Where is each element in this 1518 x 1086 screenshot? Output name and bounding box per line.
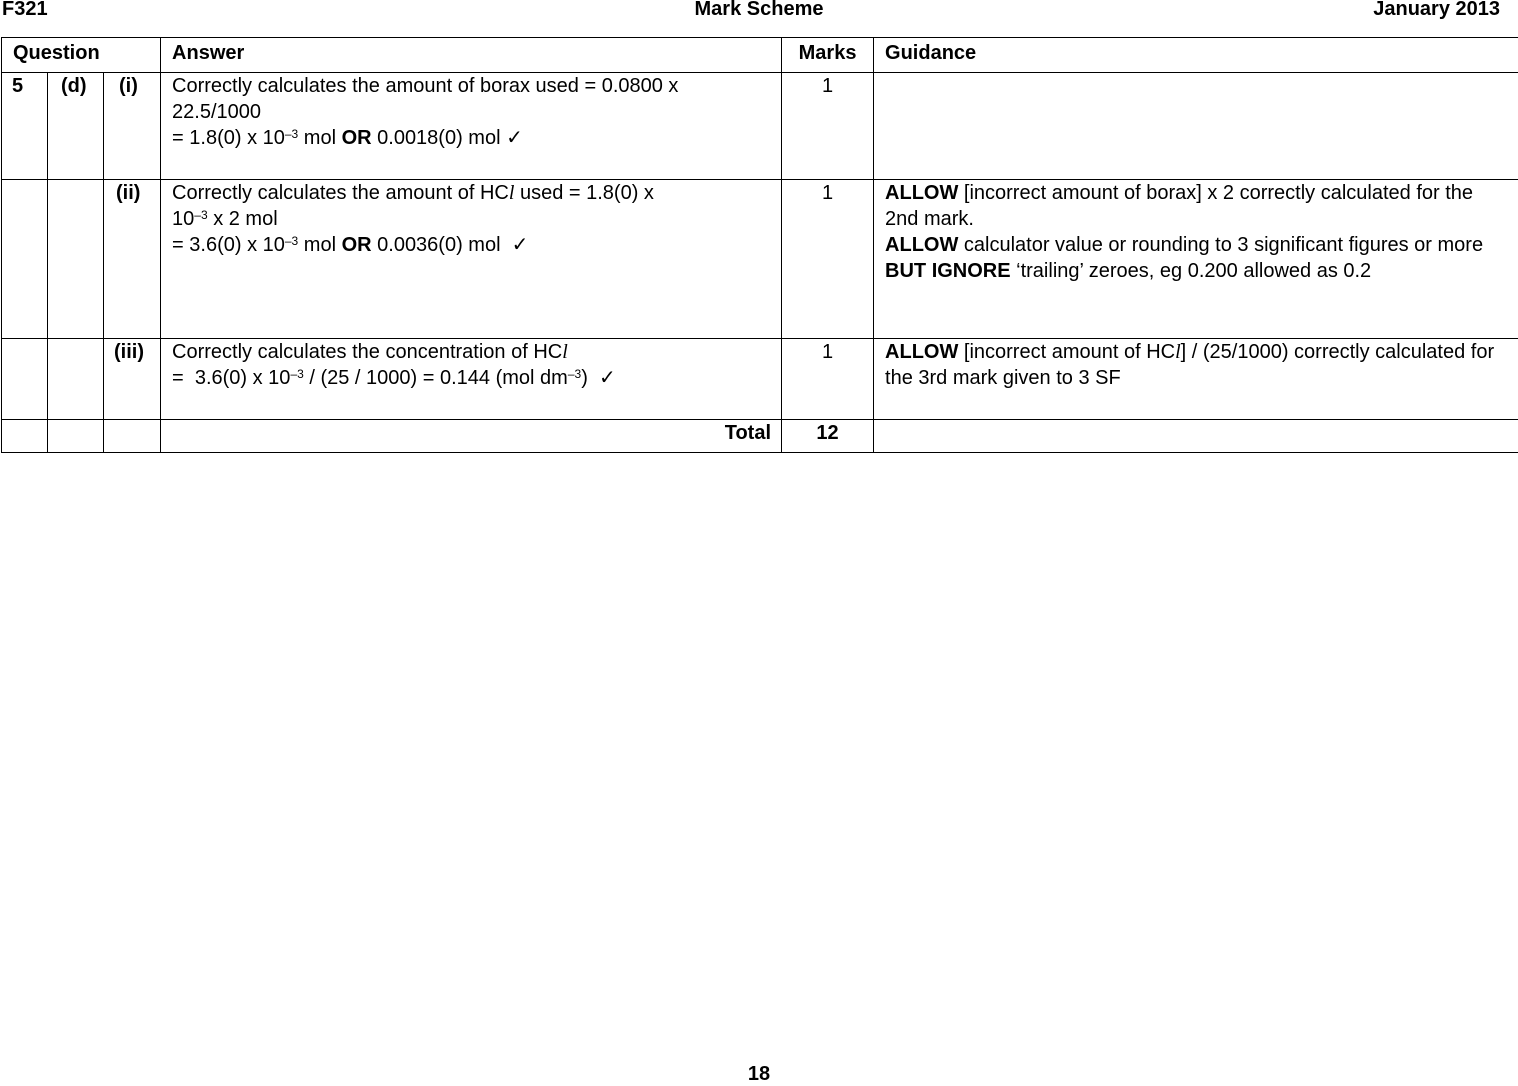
empty-cell	[104, 420, 161, 453]
table-row	[2, 180, 1518, 339]
guidance-cell	[874, 180, 1518, 339]
guidance-header: Guidance	[874, 38, 1518, 73]
answer-cell	[161, 339, 782, 420]
empty-cell	[48, 420, 104, 453]
question-subpart: (ii)	[104, 180, 161, 339]
empty-cell	[2, 420, 48, 453]
empty-cell	[2, 180, 48, 339]
marks-cell: 1	[782, 73, 874, 180]
total-label: Total	[161, 420, 782, 453]
answer-line: 22.5/1000	[172, 99, 770, 125]
marks-header: Marks	[782, 38, 874, 73]
table-row	[2, 73, 1518, 180]
doc-date: January 2013	[1373, 0, 1500, 21]
guidance-text: ALLOW [incorrect amount of borax] x 2 correctly calculated for the 2nd mark.	[885, 180, 1507, 232]
table-header-row	[2, 38, 1518, 73]
marks-cell: 1	[782, 339, 874, 420]
guidance-cell	[874, 73, 1518, 180]
question-subpart: (iii)	[104, 339, 161, 420]
doc-title: Mark Scheme	[0, 0, 1518, 21]
question-part: (d)	[48, 73, 104, 180]
total-marks: 12	[782, 420, 874, 453]
guidance-cell	[874, 339, 1518, 420]
tick-icon: ✓	[599, 367, 616, 389]
answer-line: $10^{-3}$ x 2 mol	[172, 206, 770, 232]
answer-cell	[161, 180, 782, 339]
tick-icon: ✓	[506, 127, 523, 149]
question-number: 5	[2, 73, 48, 180]
answer-line: = 3.6(0) x $10^{-3} / (25 / 1000) = 0.144$ (mol $dm^{-3}$) ✓	[172, 365, 770, 391]
question-header: Question	[2, 38, 161, 73]
answer-line: = 1.8(0) x $10^{-3}$ mol OR 0.0018(0) mol ✓	[172, 125, 770, 151]
doc-code: F321	[2, 0, 48, 21]
answer-line: Correctly calculates the amount of borax used = 0.0800 x	[172, 73, 770, 99]
empty-cell	[48, 339, 104, 420]
empty-cell	[48, 180, 104, 339]
answer-line: Correctly calculates the amount of HCl used = 1.8(0) x	[172, 180, 770, 206]
page-number: 18	[0, 1063, 1518, 1086]
total-row	[2, 420, 1518, 453]
guidance-text: ALLOW calculator value or rounding to 3 significant figures or more BUT IGNORE ‘trailing’ zeroes, eg 0.200 allowed as 0.2	[885, 232, 1507, 284]
tick-icon: ✓	[512, 234, 529, 256]
answer-cell	[161, 73, 782, 180]
answer-line: = 3.6(0) x $10^{-3}$ mol OR 0.0036(0) mol ✓	[172, 232, 770, 258]
answer-header: Answer	[161, 38, 782, 73]
mark-scheme-table	[1, 37, 1518, 453]
question-subpart: (i)	[104, 73, 161, 180]
marks-cell: 1	[782, 180, 874, 339]
answer-line: Correctly calculates the concentration of HCl	[172, 339, 770, 365]
guidance-text: ALLOW [incorrect amount of HCl] / (25/1000) correctly calculated for the 3rd mark given to 3 SF	[885, 339, 1507, 391]
table-row	[2, 339, 1518, 420]
empty-cell	[2, 339, 48, 420]
empty-cell	[874, 420, 1518, 453]
